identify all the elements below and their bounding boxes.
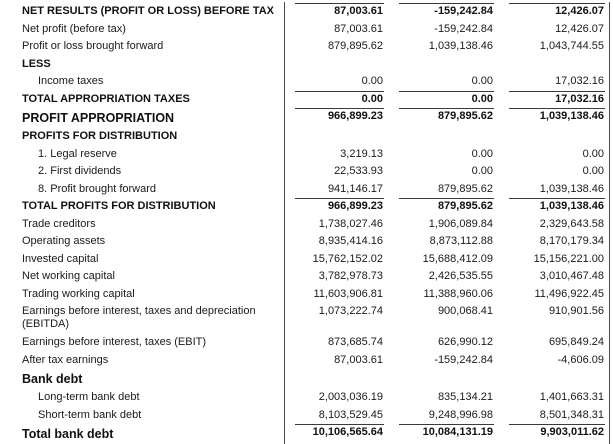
- value-cell: 0.00: [582, 147, 604, 160]
- row-label: TOTAL PROFITS FOR DISTRIBUTION: [22, 200, 216, 212]
- value-cell: [389, 369, 499, 389]
- table-row: [0, 38, 613, 56]
- row-label: PROFIT APPROPRIATION: [22, 110, 175, 125]
- row-label: Income taxes: [38, 75, 104, 87]
- table-row: [0, 334, 613, 352]
- value-cell: 15,762,152.02: [312, 252, 383, 265]
- value-cell: 1,906,089.84: [428, 217, 493, 230]
- value-cell: 11,388,960.06: [423, 287, 493, 300]
- value-cell: 8,501,348.31: [539, 408, 604, 421]
- value-cell: 1,039,138.46: [499, 108, 610, 128]
- value-cell: 2,003,036.19: [318, 391, 383, 403]
- value-cell: 12,426.07: [499, 3, 610, 21]
- value-cell: -4,606.09: [557, 353, 604, 366]
- value-cell: 15,688,412.09: [422, 252, 493, 265]
- value-cell: 15,156,221.00: [533, 252, 604, 265]
- value-cell: 11,603,906.81: [313, 287, 383, 300]
- table-row: [0, 3, 613, 21]
- value-cell: 966,899.23: [285, 198, 389, 216]
- row-label: 1. Legal reserve: [38, 147, 117, 160]
- value-cell: 695,849.24: [548, 336, 604, 348]
- table-row: [0, 268, 613, 286]
- row-label: After tax earnings: [22, 353, 109, 366]
- value-cell: 22,533.93: [334, 165, 383, 177]
- value-cell: 879,895.62: [389, 108, 499, 128]
- value-cell: 3,219.13: [340, 147, 383, 160]
- value-cell: 1,039,138.46: [499, 198, 610, 216]
- value-cell: 2,329,643.58: [539, 217, 604, 230]
- table-row: [0, 128, 613, 146]
- value-cell: 17,032.16: [499, 91, 610, 109]
- value-cell: 10,106,565.64: [285, 424, 389, 444]
- value-cell: 1,039,138.46: [428, 40, 493, 52]
- table-row: [0, 91, 613, 109]
- row-label: TOTAL APPROPRIATION TAXES: [22, 92, 190, 105]
- row-label: Long-term bank debt: [38, 391, 140, 403]
- row-label: Trade creditors: [22, 217, 96, 230]
- table-row: [0, 216, 613, 234]
- row-label: Bank debt: [22, 371, 83, 386]
- value-cell: 0.00: [285, 91, 389, 109]
- value-cell: 87,003.61: [334, 22, 383, 35]
- table-row: [0, 21, 613, 39]
- table-row: [0, 424, 613, 444]
- row-label: NET RESULTS (PROFIT OR LOSS) BEFORE TAX: [22, 5, 274, 17]
- value-cell: 1,401,663.31: [539, 391, 604, 403]
- table-row: [0, 163, 613, 181]
- value-cell: 0.00: [582, 165, 604, 177]
- row-label: Operating assets: [22, 235, 106, 247]
- value-cell: 8,873,112.88: [429, 235, 493, 247]
- value-cell: -159,242.84: [389, 3, 499, 21]
- row-label: Net working capital: [22, 270, 115, 282]
- value-cell: 17,032.16: [555, 75, 604, 87]
- table-row: [0, 146, 613, 164]
- row-label: 8. Profit brought forward: [38, 182, 157, 195]
- value-cell: -159,242.84: [434, 22, 493, 35]
- value-cell: 910,901.56: [548, 305, 604, 317]
- value-cell: 87,003.61: [334, 353, 383, 366]
- table-row: [0, 56, 613, 74]
- value-cell: 0.00: [471, 75, 493, 87]
- value-cell: 0.00: [361, 75, 383, 87]
- value-cell: [499, 369, 610, 389]
- value-cell: [285, 369, 389, 389]
- value-cell: 0.00: [389, 91, 499, 109]
- value-cell: 1,043,744.55: [539, 40, 604, 52]
- table-row: [0, 198, 613, 216]
- table-row: [0, 108, 613, 128]
- value-cell: [499, 128, 610, 146]
- value-cell: 3,782,978.73: [318, 270, 383, 282]
- value-cell: 9,248,996.98: [428, 408, 493, 421]
- value-cell: 0.00: [471, 147, 493, 160]
- value-cell: 879,895.62: [437, 182, 493, 195]
- label-column-divider: [284, 2, 285, 444]
- value-cell: 626,990.12: [437, 336, 493, 348]
- row-label: Short-term bank debt: [38, 408, 142, 421]
- value-cell: 2,426,535.55: [428, 270, 493, 282]
- row-label: Earnings before interest, taxes and depreciation (EBITDA): [22, 305, 256, 330]
- row-label: Trading working capital: [22, 287, 135, 300]
- table-right-border: [609, 2, 610, 444]
- value-cell: [499, 56, 610, 74]
- value-cell: 87,003.61: [285, 3, 389, 21]
- table-row: [0, 181, 613, 199]
- row-label: Total bank debt: [22, 426, 114, 441]
- value-cell: 873,685.74: [327, 336, 383, 348]
- value-cell: 941,146.17: [327, 182, 383, 195]
- value-cell: 1,039,138.46: [539, 182, 604, 195]
- value-cell: 879,895.62: [327, 40, 383, 52]
- table-row: [0, 389, 613, 407]
- value-cell: 1,738,027.46: [318, 217, 383, 230]
- row-label: LESS: [22, 57, 51, 70]
- value-cell: 900,068.41: [437, 305, 493, 317]
- value-cell: 11,496,922.45: [534, 287, 604, 300]
- value-cell: 8,103,529.45: [318, 408, 383, 421]
- row-label: PROFITS FOR DISTRIBUTION: [22, 130, 178, 142]
- value-cell: 10,084,131.19: [389, 424, 499, 444]
- value-cell: 0.00: [471, 165, 493, 177]
- row-label: Net profit (before tax): [22, 22, 126, 35]
- value-cell: 9,903,011.62: [499, 424, 610, 444]
- value-cell: 835,134.21: [437, 391, 493, 403]
- value-cell: 879,895.62: [389, 198, 499, 216]
- value-cell: 8,170,179.34: [539, 235, 604, 247]
- value-cell: 1,073,222.74: [318, 305, 383, 317]
- value-cell: [285, 56, 389, 74]
- table-row: [0, 369, 613, 389]
- table-row: [0, 251, 613, 269]
- value-cell: [389, 128, 499, 146]
- table-row: [0, 352, 613, 370]
- value-cell: 3,010,467.48: [539, 270, 604, 282]
- value-cell: 8,935,414.16: [318, 235, 383, 247]
- value-cell: 966,899.23: [285, 108, 389, 128]
- value-cell: 12,426.07: [555, 22, 604, 35]
- row-label: Profit or loss brought forward: [22, 40, 164, 52]
- row-label: 2. First dividends: [38, 165, 122, 177]
- row-label: Invested capital: [22, 252, 99, 265]
- table-row: [0, 286, 613, 304]
- table-row: [0, 407, 613, 425]
- row-label: Earnings before interest, taxes (EBIT): [22, 336, 207, 348]
- table-row: [0, 73, 613, 91]
- value-cell: [285, 128, 389, 146]
- value-cell: [389, 56, 499, 74]
- table-row: [0, 233, 613, 251]
- value-cell: -159,242.84: [434, 353, 493, 366]
- table-row: [0, 303, 613, 334]
